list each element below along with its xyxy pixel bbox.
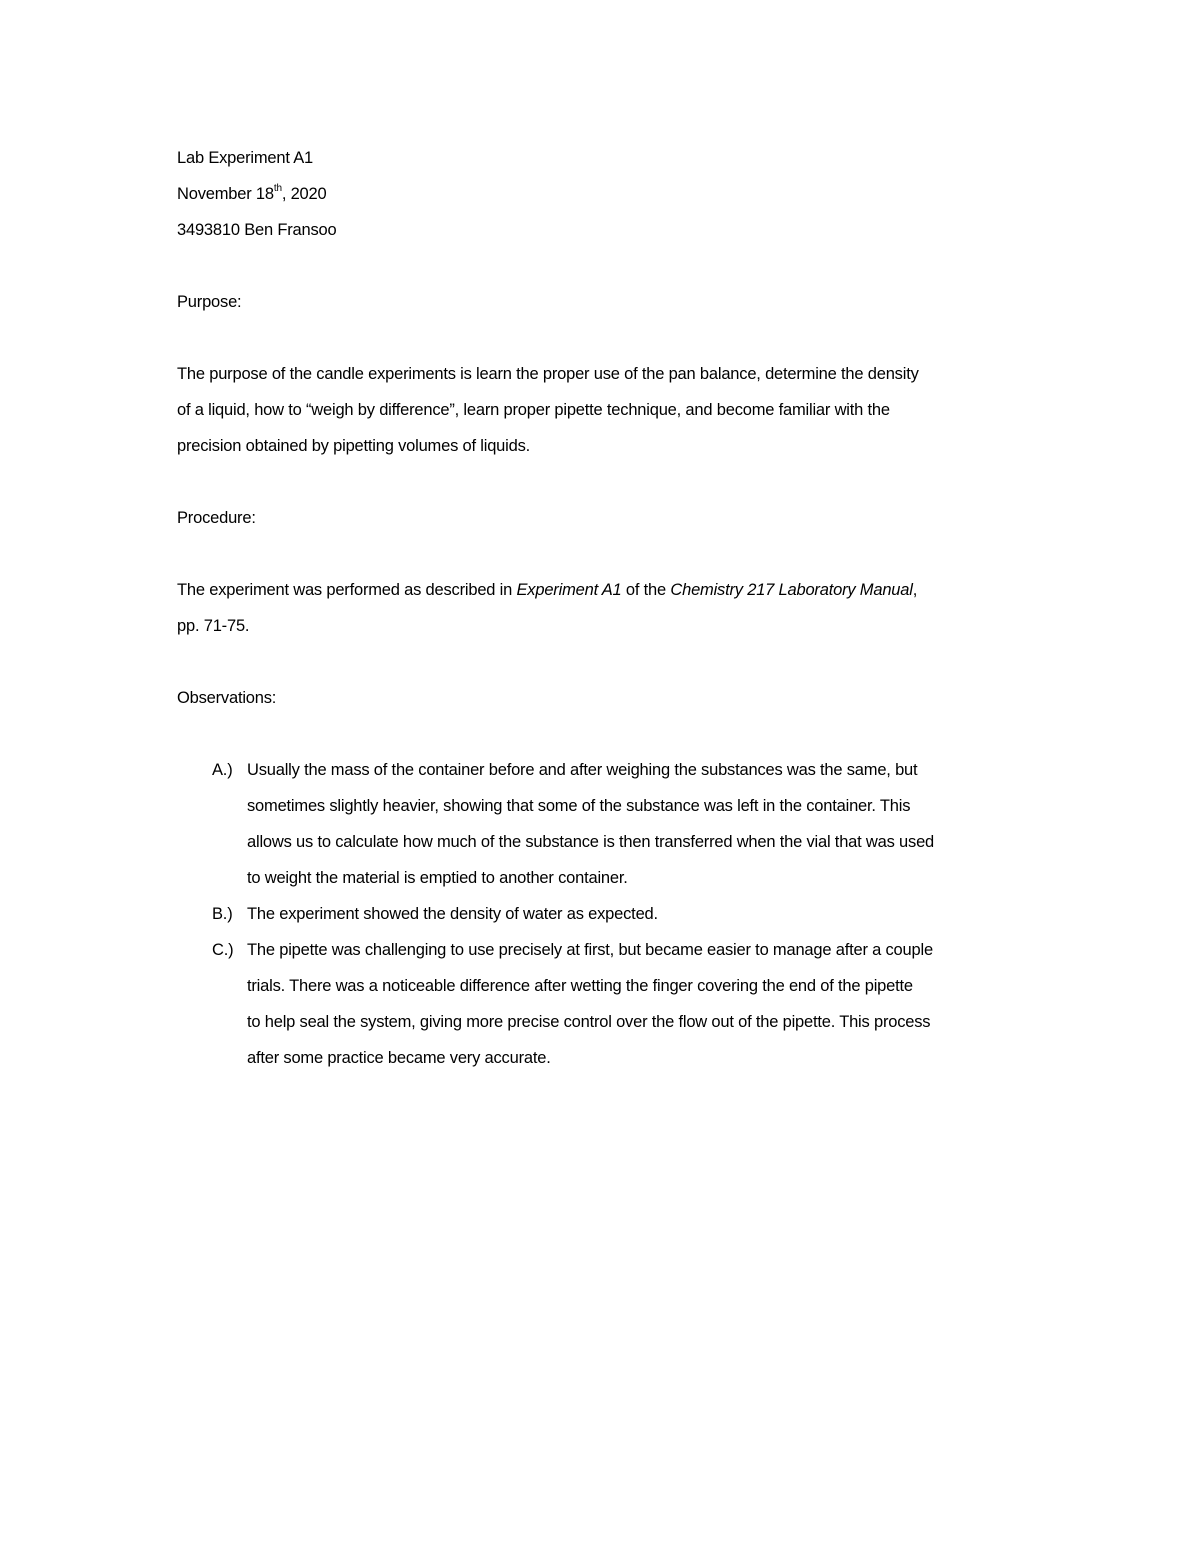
manual-reference: Chemistry 217 Laboratory Manual <box>670 581 913 599</box>
document-body <box>177 140 1027 1076</box>
observation-item-c <box>177 932 1027 1076</box>
procedure-text: , <box>912 581 918 599</box>
observations-heading: Observations: <box>177 689 277 707</box>
spacer <box>177 320 1027 356</box>
document-author: 3493810 Ben Fransoo <box>177 221 337 239</box>
date-year: , 2020 <box>281 185 327 203</box>
observation-line: Usually the mass of the container before and after weighing the substances was the same, but <box>247 761 918 779</box>
observation-line: sometimes slightly heavier, showing that some of the substance was left in the container. This <box>247 797 911 815</box>
procedure-line: pp. 71-75. <box>177 617 250 635</box>
purpose-heading: Purpose: <box>177 293 242 311</box>
observation-item-a <box>177 752 1027 896</box>
observation-line: to weight the material is emptied to another container. <box>247 869 628 887</box>
list-marker: A.) <box>212 761 233 779</box>
spacer <box>177 464 1027 500</box>
purpose-line: The purpose of the candle experiments is learn the proper use of the pan balance, determine the density <box>177 365 919 383</box>
procedure-text: The experiment was performed as described in <box>177 581 517 599</box>
procedure-paragraph <box>177 572 1027 644</box>
list-marker: B.) <box>212 905 233 923</box>
document-date <box>177 176 1027 212</box>
procedure-text: of the <box>621 581 671 599</box>
procedure-line <box>177 572 1027 608</box>
list-marker: C.) <box>212 941 234 959</box>
observation-line: trials. There was a noticeable difference after wetting the finger covering the end of the pipette <box>247 977 913 995</box>
observation-line: after some practice became very accurate. <box>247 1049 551 1067</box>
observation-line: The pipette was challenging to use precisely at first, but became easier to manage after a couple <box>247 941 933 959</box>
spacer <box>177 248 1027 284</box>
purpose-line: of a liquid, how to “weigh by difference”, learn proper pipette technique, and become familiar with the <box>177 401 890 419</box>
observation-line: to help seal the system, giving more precise control over the flow out of the pipette. This process <box>247 1013 931 1031</box>
purpose-paragraph <box>177 356 1027 464</box>
procedure-heading: Procedure: <box>177 509 256 527</box>
observations-list <box>177 752 1027 1076</box>
date-text: November 18 <box>177 185 274 203</box>
observation-item-b <box>177 896 1027 932</box>
spacer <box>177 716 1027 752</box>
date-ordinal-suffix: th <box>273 182 282 194</box>
observation-line: allows us to calculate how much of the substance is then transferred when the vial that was used <box>247 833 935 851</box>
purpose-line: precision obtained by pipetting volumes of liquids. <box>177 437 531 455</box>
document-title: Lab Experiment A1 <box>177 149 314 167</box>
experiment-reference: Experiment A1 <box>516 581 622 599</box>
observation-line: The experiment showed the density of water as expected. <box>247 905 658 923</box>
spacer <box>177 536 1027 572</box>
spacer <box>177 644 1027 680</box>
